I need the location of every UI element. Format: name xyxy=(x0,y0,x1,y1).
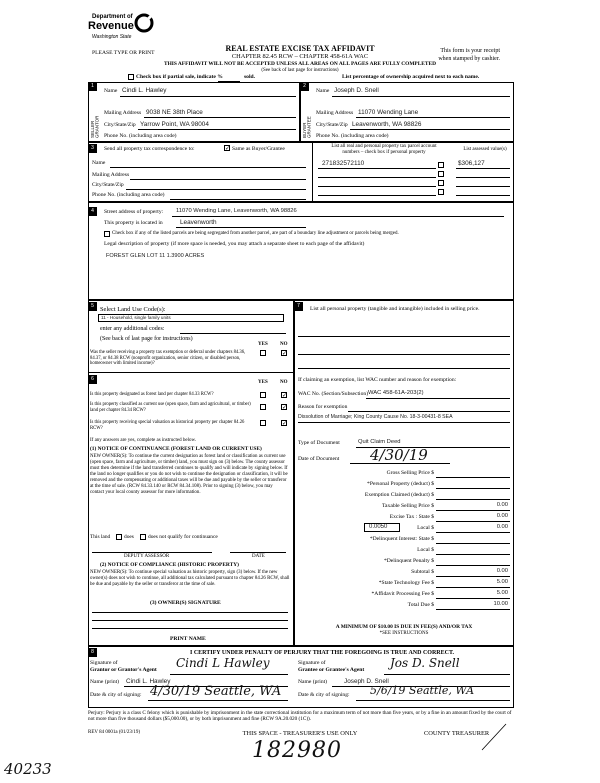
notice-1-text: NEW OWNER(S): To continue the current designation as forest land or classification as current use (open space, farm and agriculture, or timber) land, you must sign on (3) below. The county assessor must then determine if the land transferred continues to qualify and will indicate by signing below. If the land no longer qualifies or you do not wish to continue the designation or classification, it will be removed and the compensating or additional taxes will be due and payable by the seller or transferor at the time of sale. (RCW 84.33.140 or RCW 84.34.108). Prior to signing (3) below, you may contact your local county assessor for more information. xyxy=(90,454,288,495)
located-field[interactable]: Leavenworth xyxy=(180,219,217,226)
corr-mailing-line xyxy=(130,179,306,180)
corr-name-label: Name xyxy=(92,160,106,166)
seller-city-field[interactable]: Yarrow Point, WA 98004 xyxy=(140,121,209,128)
section-8-badge: 8 xyxy=(88,648,97,657)
subtotal-value[interactable]: 0.00 xyxy=(496,568,508,574)
form-warning: THIS AFFIDAVIT WILL NOT BE ACCEPTED UNLESS ALL AREAS ON ALL PAGES ARE FULLY COMPLETED xyxy=(163,61,436,67)
additional-codes-label: enter any additional codes: xyxy=(100,326,165,332)
total-due-label: Total Due $ xyxy=(407,602,434,608)
notice-2-text: NEW OWNER(S): To continue special valuation as historic property, sign (3) below. If the new owner(s) does not wish to continue, all additional tax calculated pursuant to chapter 84.26 RCW, shall be due and payable by the seller or transferor at the time of sale. xyxy=(90,570,290,587)
proc-fee-line xyxy=(436,598,510,599)
type-or-print: PLEASE TYPE OR PRINT xyxy=(92,50,155,56)
buyer-city-label: City/State/Zip xyxy=(316,122,348,128)
assessed-line-1 xyxy=(456,168,510,169)
delinquent-interest-local-label: Local $ xyxy=(417,547,434,553)
deputy-assessor-label: DEPUTY ASSESSOR xyxy=(124,554,170,559)
interest-local-line xyxy=(436,554,510,555)
local-tax-value[interactable]: 0.00 xyxy=(496,524,508,530)
exemption-claimed-line xyxy=(436,499,510,500)
excise-state-value[interactable]: 0.00 xyxy=(496,513,508,519)
grantee-date-label: Date & city of signing: xyxy=(298,692,350,698)
reason-label: Reason for exemption xyxy=(298,404,348,410)
seller-side-label: SELLER GRANTOR xyxy=(90,115,100,138)
seller-mailing-label: Mailing Address xyxy=(104,110,142,116)
section-5-badge: 5 xyxy=(88,302,97,311)
grantor-date-line xyxy=(148,700,288,701)
buyer-name-field[interactable]: Joseph D. Snell xyxy=(334,87,379,94)
personal-prop-checkbox-2[interactable] xyxy=(438,171,444,177)
delinquent-penalty-label: *Delinquent Penalty $ xyxy=(383,558,434,564)
land-use-see-back: (See back of last page for instructions) xyxy=(100,336,193,342)
located-label: This property is located in xyxy=(104,220,163,226)
does-label: does xyxy=(124,534,134,540)
segregated-label: Check box if any of the listed parcels are being segregated from another parcel, are part of a boundary line adjustment or parcels being merged. xyxy=(112,231,399,236)
q6b-yes-checkbox[interactable] xyxy=(260,404,266,410)
assessed-line-4 xyxy=(456,195,510,196)
taxable-selling-price-label: Taxable Selling Price $ xyxy=(382,503,434,509)
grantor-date-label: Date & city of signing: xyxy=(90,692,142,698)
legal-description-field[interactable]: FOREST GLEN LOT 11 1.3900 ACRES xyxy=(106,253,205,259)
q6a-yes-checkbox[interactable] xyxy=(260,392,266,398)
doc-date-field[interactable]: 4/30/19 xyxy=(370,446,428,464)
seller-phone-label: Phone No. (including area code) xyxy=(104,133,177,139)
pp-line-2 xyxy=(298,354,510,355)
reason-field[interactable]: Dissolution of Marriage; King County Cause No. 18-3-00431-8 SEA xyxy=(298,414,453,420)
wac-label: WAC No. (Section/Subsection) xyxy=(298,391,369,397)
corner-number: 40233 xyxy=(4,760,52,778)
parcel-line-2 xyxy=(318,177,436,178)
section-1-badge: 1 xyxy=(88,82,97,91)
does-qualify-checkbox[interactable] xyxy=(116,534,122,540)
select-land-use-label: Select Land Use Code(s): xyxy=(100,306,166,313)
grantee-name-field[interactable]: Joseph D. Snell xyxy=(344,678,389,685)
located-line xyxy=(176,227,306,228)
grantee-name-label: Name (print) xyxy=(298,679,328,685)
yes-col-label-6: YES xyxy=(258,380,268,385)
assessed-value-field[interactable]: $306,127 xyxy=(458,160,485,167)
pp-line-1 xyxy=(298,336,510,337)
personal-deduct-line xyxy=(436,488,510,489)
grantor-name-field[interactable]: Cindi L. Hawley xyxy=(126,678,171,685)
reason-line xyxy=(348,411,510,412)
gross-line xyxy=(436,477,510,478)
seller-city-line xyxy=(138,129,296,130)
agency-line2: Revenue xyxy=(88,20,134,32)
buyer-mailing-line xyxy=(356,117,510,118)
street-line xyxy=(172,216,504,217)
see-back: (See back of last page for instructions) xyxy=(261,68,339,73)
notice-1-title: (1) NOTICE OF CONTINUANCE (FOREST LAND OR CURRENT USE) xyxy=(90,446,262,452)
sold-label: sold. xyxy=(244,74,256,80)
form-chapter: CHAPTER 82.45 RCW – CHAPTER 458-61A WAC xyxy=(231,53,369,60)
grantee-sig-label: Signature of xyxy=(298,660,326,666)
grantor-signature[interactable]: Cindi L Hawley xyxy=(176,656,270,670)
yes-col-label-5: YES xyxy=(258,342,268,347)
grantee-signature[interactable]: Jos D. Snell xyxy=(390,656,460,670)
print-name-label: PRINT NAME xyxy=(170,636,206,642)
q6a-no-checkbox[interactable]: ✓ xyxy=(282,392,288,399)
perjury-notice: Perjury: Perjury is a class C felony which is punishable by imprisonment in the state correctional institution for a maximum term of not more than five years, or by a fine in an amount fixed by the court of not more than five thousand dollars ($5,000.00), or by both imprisonment and fine (RCW 9A.20.020 (1C)). xyxy=(88,710,512,723)
personal-prop-checkbox-1[interactable] xyxy=(438,162,444,168)
buyer-mailing-label: Mailing Address xyxy=(316,110,354,116)
receipt-note-1: This form is your receipt xyxy=(440,48,500,54)
corr-city-line xyxy=(126,189,306,190)
stamp-number: 182980 xyxy=(252,738,342,763)
corr-city-label: City/State/Zip xyxy=(92,182,124,188)
wac-line xyxy=(366,398,510,399)
processing-fee-value[interactable]: 5.00 xyxy=(496,590,508,596)
certify-text: I CERTIFY UNDER PENALTY OF PERJURY THAT THE FOREGOING IS TRUE AND CORRECT. xyxy=(190,650,455,656)
no-col-label-6: NO xyxy=(280,380,288,385)
seller-name-line xyxy=(120,96,296,97)
exemption-claimed-label: Exemption Claimed (deduct) $ xyxy=(364,492,434,498)
section-2-badge: 2 xyxy=(300,82,309,91)
print-name-line-1 xyxy=(92,628,288,629)
grantor-sig-label: Signature of xyxy=(90,660,118,666)
taxable-line xyxy=(436,510,510,511)
seller-name-field[interactable]: Cindi L. Hawley xyxy=(122,87,167,94)
additional-codes-line xyxy=(180,333,286,334)
subtotal-line xyxy=(436,576,510,577)
corr-phone-line xyxy=(170,199,306,200)
subtotal-label: Subtotal $ xyxy=(411,569,434,575)
parcel-header-1: List all real and personal property tax parcel account xyxy=(331,144,437,149)
if-any-yes: If any answers are yes, complete as instructed below. xyxy=(90,438,197,443)
excise-state-label: Excise Tax : State $ xyxy=(389,514,434,520)
doc-date-label: Date of Document xyxy=(298,456,340,462)
deputy-date-label: DATE xyxy=(252,554,265,559)
local-rate-box[interactable] xyxy=(364,523,400,532)
buyer-city-line xyxy=(350,129,510,130)
parcel-line-1 xyxy=(318,168,436,169)
does-not-qualify-checkbox[interactable] xyxy=(140,534,146,540)
tech-fee-line xyxy=(436,587,510,588)
personal-property-deduct-label: *Personal Property (deduct) $ xyxy=(367,481,434,487)
owner-signature-label: (3) OWNER(S) SIGNATURE xyxy=(150,600,221,606)
section-3-badge: 3 xyxy=(88,144,97,153)
see-instructions-note: *SEE INSTRUCTIONS xyxy=(379,631,429,636)
local-tax-label: Local $ xyxy=(417,525,434,531)
personal-prop-checkbox-3[interactable] xyxy=(438,180,444,186)
corr-phone-label: Phone No. (including area code) xyxy=(92,192,165,198)
receipt-note-2: when stamped by cashier. xyxy=(438,56,500,62)
corr-name-line xyxy=(110,167,306,168)
land-use-code-value: 11 - Household, single family units xyxy=(101,315,171,320)
wac-field[interactable]: WAC 458-61A-203(2) xyxy=(368,390,424,396)
section-3-divider xyxy=(312,142,313,202)
form-title: REAL ESTATE EXCISE TAX AFFIDAVIT xyxy=(225,44,375,53)
agency-line1: Department of xyxy=(92,14,133,20)
seller-mailing-field[interactable]: 9038 NE 38th Place xyxy=(146,109,203,116)
state-tech-fee-value[interactable]: 5.00 xyxy=(496,579,508,585)
forest-question-3: Is this property receiving special valuation as historical property per chapter 84.26 RCW? xyxy=(90,420,245,431)
form-revision: REV 84 0001a (01/23/19) xyxy=(88,730,140,735)
personal-prop-checkbox-4[interactable] xyxy=(438,189,444,195)
taxable-selling-price-value[interactable]: 0.00 xyxy=(496,502,508,508)
seller-name-label: Name xyxy=(104,88,118,94)
section-7-badge: 7 xyxy=(294,302,303,311)
partial-sale-checkbox[interactable] xyxy=(128,74,134,80)
doc-type-field[interactable]: Quit Claim Deed xyxy=(358,439,401,445)
state-tech-fee-label: *State Technology Fee $ xyxy=(378,580,434,586)
owner-sig-line-1 xyxy=(92,612,288,613)
grantee-date-city[interactable]: 5/6/19 Seattle, WA xyxy=(370,684,475,697)
county-treasurer-label: COUNTY TREASURER xyxy=(424,730,490,737)
street-field[interactable]: 11070 Wending Lane, Leavenworth, WA 98826 xyxy=(176,208,297,214)
segregated-checkbox[interactable] xyxy=(104,231,110,237)
grantee-agent-label: Grantee or Grantee's Agent xyxy=(298,667,365,673)
section-6-divider xyxy=(88,372,294,373)
same-as-buyer-label: Same as Buyer/Grantee xyxy=(232,146,285,152)
q6c-no-checkbox[interactable]: ✓ xyxy=(282,420,288,427)
grantor-name-label: Name (print) xyxy=(90,679,120,685)
forest-question-1: Is this property designated as forest land per chapter 84.33 RCW? xyxy=(90,392,214,397)
corr-mailing-label: Mailing Address xyxy=(92,172,130,178)
agency-logo xyxy=(88,14,158,48)
seller-city-label: City/State/Zip xyxy=(104,122,136,128)
buyer-name-label: Name xyxy=(316,88,330,94)
buyer-name-line xyxy=(332,96,510,97)
grantor-sig-line xyxy=(170,674,288,675)
total-line xyxy=(436,609,510,610)
assessed-line-2 xyxy=(456,177,510,178)
deputy-line xyxy=(92,552,212,553)
pp-line-3 xyxy=(298,368,510,369)
personal-property-text: List all personal property (tangible and intangible) included in selling price. xyxy=(310,306,480,312)
parcel-number-field[interactable]: 271832572110 xyxy=(322,160,365,167)
q5-yes-checkbox[interactable] xyxy=(260,350,266,356)
assessed-line-3 xyxy=(456,186,510,187)
reason-line-2 xyxy=(298,422,510,423)
buyer-mailing-field[interactable]: 11070 Wending Lane xyxy=(358,109,419,116)
excise-state-line xyxy=(436,521,510,522)
gross-selling-price-label: Gross Selling Price $ xyxy=(386,470,434,476)
parcel-line-4 xyxy=(318,195,436,196)
grantee-date-line xyxy=(356,700,510,701)
legal-label: Legal description of property (if more space is needed, you may attach a separate sheet to each page of the affidavit) xyxy=(104,241,365,247)
buyer-side-label: BUYER GRANTEE xyxy=(302,116,312,138)
delinquent-interest-state-label: *Delinquent Interest: State $ xyxy=(369,536,434,542)
parcel-line-3 xyxy=(318,186,436,187)
section-4-badge: 4 xyxy=(88,207,97,216)
grantee-sig-line xyxy=(384,674,510,675)
interest-state-line xyxy=(436,543,510,544)
swirl-logo-icon xyxy=(134,12,154,34)
assessed-header: List assessed value(s) xyxy=(463,147,507,152)
partial-sale-label: Check box if partial sale, indicate % xyxy=(136,74,223,80)
parcel-header-2: numbers – check box if personal property xyxy=(342,150,426,155)
claim-exemption-label: If claiming an exemption, list WAC number and reason for exemption: xyxy=(298,377,457,383)
no-col-label-5: NO xyxy=(280,342,288,347)
section-6-badge: 6 xyxy=(88,375,97,384)
q6b-no-checkbox[interactable]: ✓ xyxy=(282,404,288,411)
total-due-value[interactable]: 10.00 xyxy=(493,601,508,607)
agency-line3: Washington State xyxy=(92,34,132,40)
buyer-phone-label: Phone No. (including area code) xyxy=(316,133,389,139)
buyer-city-field[interactable]: Leavenworth, WA 98826 xyxy=(352,121,422,128)
owner-sig-line-2 xyxy=(92,620,288,621)
minimum-due-note: A MINIMUM OF $10.00 IS DUE IN FEE(S) AND/OR TAX xyxy=(335,624,473,630)
ownership-pct-note: List percentage of ownership acquired next to each name. xyxy=(342,74,480,80)
this-land-label: This land xyxy=(90,534,111,540)
send-all-label: Send all property tax correspondence to: xyxy=(104,146,195,152)
local-rate-value: 0.0050 xyxy=(369,524,388,530)
treasurer-slash-mark xyxy=(478,722,508,752)
penalty-line xyxy=(436,565,510,566)
grantor-date-city[interactable]: 4/30/19 Seattle, WA xyxy=(150,684,282,699)
local-line xyxy=(436,532,510,533)
exemption-question: Was the seller receiving a property tax exemption or deferral under chapters 84.36, 84.37, or 84.38 RCW (nonprofit organization, senior citizen, or disabled person, homeowner with limited income)? xyxy=(90,350,246,367)
forest-question-2: Is this property classified as current use (open space, farm and agricultural, or timber) land per chapter 84.34 RCW? xyxy=(90,402,251,413)
land-use-code-select[interactable] xyxy=(98,314,284,322)
treasurer-use-only: THIS SPACE - TREASURER'S USE ONLY xyxy=(242,730,358,737)
street-label: Street address of property: xyxy=(104,209,164,215)
processing-fee-label: *Affidavit Processing Fee $ xyxy=(371,591,434,597)
notice-2-title: (2) NOTICE OF COMPLIANCE (HISTORIC PROPERTY) xyxy=(100,562,239,568)
grantor-agent-label: Grantor or Grantor's Agent xyxy=(90,667,157,673)
q5-no-checkbox[interactable]: ✓ xyxy=(282,350,288,357)
deputy-date-line xyxy=(230,552,286,553)
doc-date-line xyxy=(350,463,450,464)
same-as-buyer-checkbox[interactable]: ✓ xyxy=(225,145,231,152)
does-not-label: does not qualify for continuance xyxy=(148,534,218,540)
doc-type-label: Type of Document xyxy=(298,440,340,446)
seller-mailing-line xyxy=(144,117,296,118)
q6c-yes-checkbox[interactable] xyxy=(260,420,266,426)
